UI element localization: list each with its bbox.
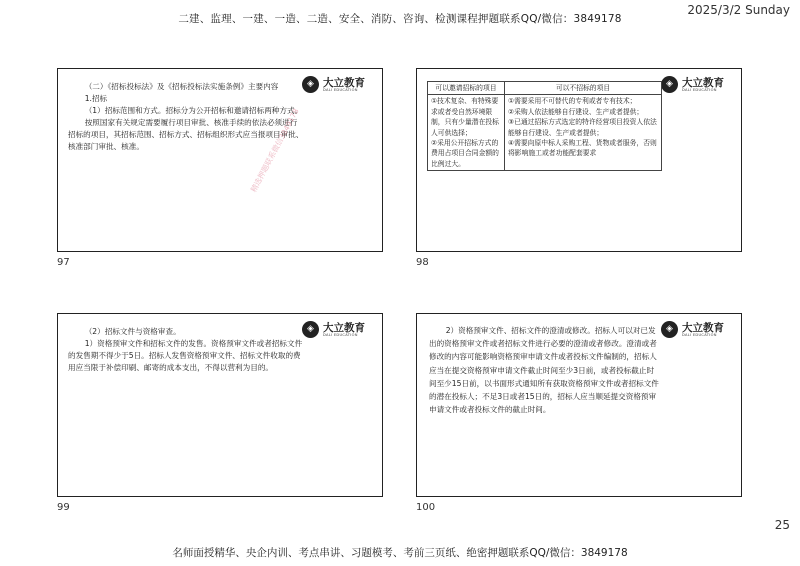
table-header: 可以不招标的项目 <box>505 82 662 95</box>
cell-item: ②采购人依法能够自行建设、生产或者提供； <box>508 107 644 116</box>
cell-item: ②采用公开招标方式的费用占项目合同金额的比例过大。 <box>431 139 499 168</box>
slide-98 <box>416 68 742 252</box>
slide-100 <box>416 313 742 497</box>
paragraph: 2）资格预审文件、招标文件的澄清或修改。招标人可以对已发出的资格预审文件或者招标文件进行必要的澄清或者修改。澄清或者修改的内容可能影响资格预审申请文件或者投标文件编制的，招标人应当在提交资格预审申请文件截止时间至少3日前，或者投标截止时间至少15日前，以书面形式通知所有获取资格预审文件或者招标文件的潜在投标人；不足3日或者15日的，招标人应当顺延提交资格预审申请文件或者投标文件的截止时间。 <box>429 326 659 415</box>
slide-99 <box>57 313 383 497</box>
cell-item: ④需要向原中标人采购工程、货物或者服务，否则将影响施工或者功能配套要求 <box>508 139 657 158</box>
page-header: 二建、监理、一建、一造、二造、安全、消防、咨询、检测课程押题联系QQ/微信：3849178 <box>178 13 622 25</box>
logo-name: 大立教育 <box>682 322 724 334</box>
logo-name: 大立教育 <box>323 77 365 89</box>
header-date: 2025/3/2 Sunday <box>687 3 790 17</box>
table-cell <box>505 95 662 171</box>
paragraph: 1）资格预审文件和招标文件的发售。资格预审文件或者招标文件的发售期不得少于5日。招标人发售资格预审文件、招标文件收取的费用应当限于补偿印刷、邮寄的成本支出，不得以营利为目的。 <box>68 339 303 372</box>
slide-number: 99 <box>57 502 70 513</box>
paragraph: （2）招标文件与资格审查。 <box>84 327 181 336</box>
dali-logo <box>302 320 374 340</box>
page-number: 25 <box>774 518 790 532</box>
dali-logo-icon: ◈ <box>661 76 678 93</box>
page-footer: 名师面授精华、央企内训、考点串讲、习题模考、考前三页纸、绝密押题联系QQ/微信：3849178 <box>172 547 628 559</box>
dali-logo <box>661 320 733 340</box>
paragraph: 1.招标 <box>84 94 108 103</box>
table-header: 可以邀请招标的项目 <box>428 82 505 95</box>
logo-subtitle: DALI EDUCATION <box>323 88 358 92</box>
paragraph: （1）招标范围和方式。招标分为公开招标和邀请招标两种方式。 <box>84 106 303 115</box>
bidding-table <box>427 81 662 171</box>
logo-subtitle: DALI EDUCATION <box>682 333 717 337</box>
logo-subtitle: DALI EDUCATION <box>323 333 358 337</box>
slide-number: 100 <box>416 502 436 513</box>
paragraph: 按照国家有关规定需要履行项目审批、核准手续的依法必须进行招标的项目，其招标范围、招标方式、招标组织形式应当报项目审批、核准部门审批、核准。 <box>68 118 304 151</box>
slide-text <box>429 324 659 416</box>
slide-97 <box>57 68 383 252</box>
logo-name: 大立教育 <box>323 322 365 334</box>
dali-logo-icon: ◈ <box>302 321 319 338</box>
slide-number: 98 <box>416 257 429 268</box>
cell-item: ①技术复杂、有特殊要求或者受自然环境限制，只有少量潜在投标人可供选择； <box>431 97 499 137</box>
dali-logo-icon: ◈ <box>302 76 319 93</box>
table-cell <box>428 95 505 171</box>
dali-logo <box>302 75 374 95</box>
slide-number: 97 <box>57 257 70 268</box>
slide-text <box>68 326 304 374</box>
slide-text <box>68 81 304 153</box>
dali-logo-icon: ◈ <box>661 321 678 338</box>
cell-item: ③已通过招标方式选定的特许经营项目投资人依法能够自行建设、生产或者提供； <box>508 118 657 137</box>
cell-item: ①需要采用不可替代的专利或者专有技术； <box>508 97 637 106</box>
logo-subtitle: DALI EDUCATION <box>682 88 717 92</box>
logo-name: 大立教育 <box>682 77 724 89</box>
watermark: 精选押题联系微信3849178 <box>248 106 301 194</box>
paragraph: （二）《招标投标法》及《招标投标法实施条例》主要内容 <box>84 82 279 91</box>
dali-logo <box>661 75 733 95</box>
